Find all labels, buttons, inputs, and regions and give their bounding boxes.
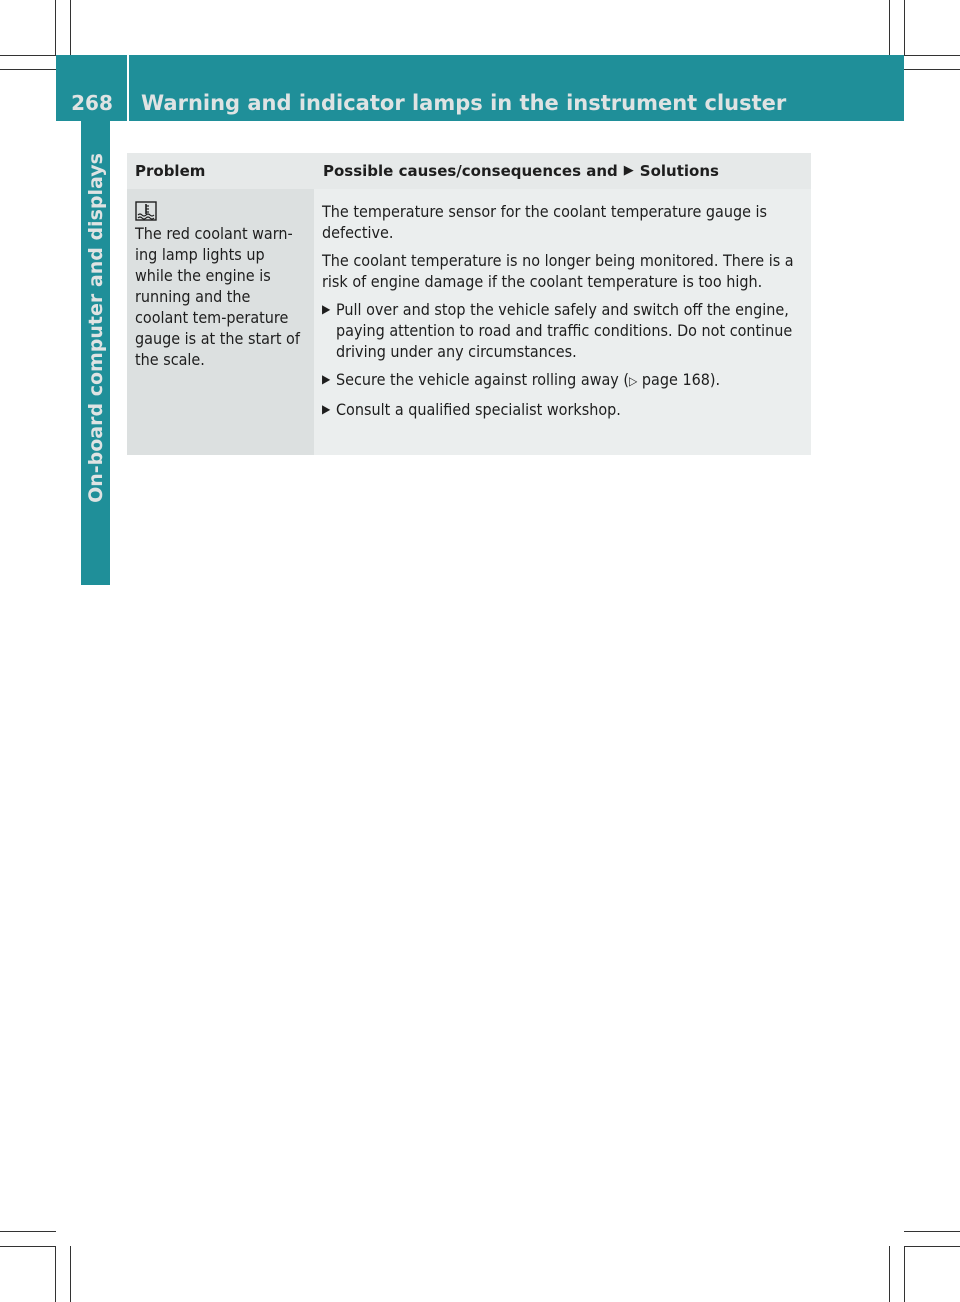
crop-mark — [904, 1231, 960, 1232]
solution-cell — [314, 189, 811, 455]
crop-mark — [0, 1231, 56, 1232]
step-text: Consult a qualified specialist workshop. — [336, 400, 621, 419]
cause-text: The temperature sensor for the coolant temperature gauge is defective. — [322, 202, 768, 242]
page-number: 268 — [71, 91, 113, 115]
column-header-solutions-suffix: Solutions — [639, 162, 719, 180]
crop-mark — [0, 1246, 56, 1247]
consequence-text: The coolant temperature is no longer being monitored. There is a risk of engine damage if the coolant temperature is too high. — [322, 251, 794, 291]
column-header-problem: Problem — [135, 162, 206, 180]
action-arrow-icon: ▶ — [322, 372, 331, 386]
crop-mark — [55, 0, 56, 55]
table-header-row — [127, 153, 811, 189]
table-row — [127, 189, 811, 455]
list-item — [322, 369, 805, 392]
list-item — [322, 399, 805, 420]
crop-mark — [904, 69, 960, 70]
step-text-before: Secure the vehicle against rolling away ( — [336, 370, 630, 389]
crop-mark — [0, 69, 56, 70]
crop-mark — [904, 1246, 960, 1247]
step-text: Pull over and stop the vehicle safely and switch off the engine, paying attention to road and traffic conditions. Do not continue driving under any circumstances. — [336, 300, 793, 361]
crop-mark — [55, 1246, 56, 1302]
action-arrow-icon: ▶ — [322, 302, 331, 316]
column-header-solutions — [314, 153, 719, 189]
problem-description: The red coolant warn-ing lamp lights up while the engine is running and the coolant tem-perature gauge is at the start of the scale. — [135, 224, 300, 369]
side-tab-label-wrapper — [81, 121, 110, 535]
page-title: Warning and indicator lamps in the instrument cluster — [141, 91, 787, 115]
action-arrow-icon: ▶ — [322, 402, 331, 416]
action-arrow-icon: ▶ — [623, 163, 634, 178]
problem-cell — [127, 189, 314, 455]
list-item — [322, 299, 805, 362]
crop-mark — [70, 1246, 71, 1302]
crop-mark — [0, 55, 56, 56]
crop-mark — [889, 0, 890, 55]
step-text — [336, 369, 805, 392]
crop-mark — [70, 0, 71, 55]
page-reference-link[interactable]: page 168 — [641, 370, 710, 389]
crop-mark — [904, 0, 905, 55]
warning-table — [127, 153, 811, 455]
coolant-temperature-warning-lamp-icon — [135, 201, 157, 221]
page-reference-icon: ▷ — [629, 374, 638, 388]
crop-mark — [889, 1246, 890, 1302]
column-header-solutions-prefix: Possible causes/consequences and — [323, 162, 618, 180]
crop-mark — [904, 1246, 905, 1302]
side-tab-label: On-board computer and displays — [84, 153, 107, 503]
step-text-after: ). — [709, 370, 721, 389]
header-divider — [127, 55, 129, 121]
crop-mark — [904, 55, 960, 56]
